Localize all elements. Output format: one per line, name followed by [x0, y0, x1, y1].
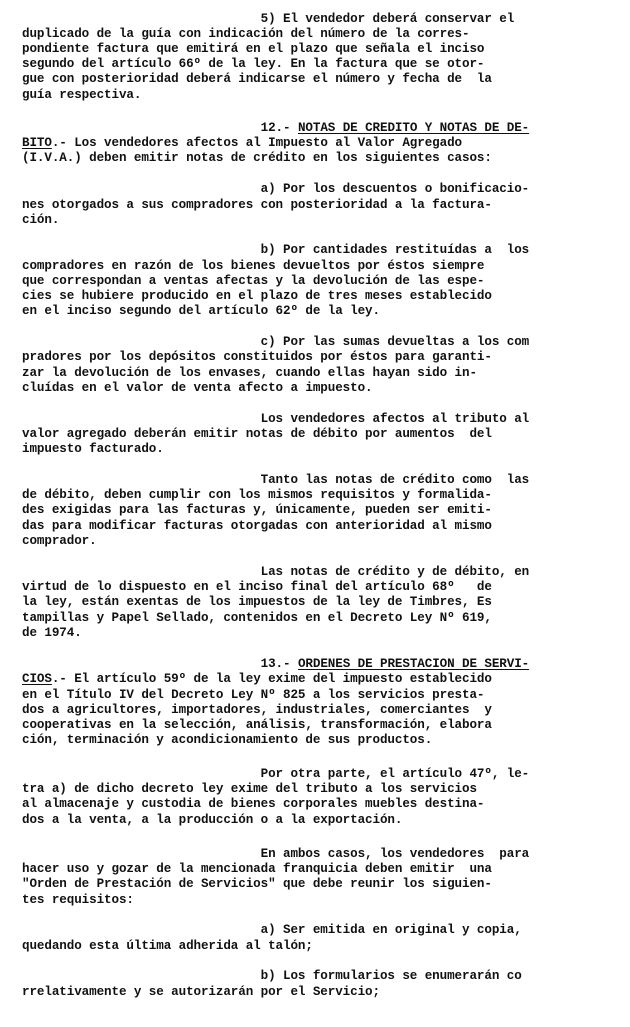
section-12-heading-line	[22, 121, 529, 136]
text-line: ción.	[22, 213, 60, 227]
text-line: Tanto las notas de crédito como las	[22, 473, 530, 487]
text-line: b) Por cantidades restituídas a los	[22, 243, 530, 257]
text-line: duplicado de la guía con indicación del número de la corres-	[22, 27, 470, 41]
text-line: "Orden de Prestación de Servicios" que debe reunir los siguien-	[22, 877, 492, 891]
section-title: CIOS	[22, 672, 52, 686]
text-line: en el Título IV del Decreto Ley Nº 825 a los servicios presta-	[22, 688, 485, 702]
section-title: ORDENES DE PRESTACION DE SERVI-	[297, 657, 530, 671]
text-line: tra a) de dicho decreto ley exime del tributo a los servicios	[22, 782, 477, 796]
text-line: Los vendedores afectos al tributo al	[22, 412, 530, 426]
text-line: pondiente factura que emitirá en el plazo que señala el inciso	[22, 42, 485, 56]
text-line: b) Los formularios se enumerarán co	[22, 969, 522, 983]
text-line: cooperativas en la selección, análisis, transformación, elabora	[22, 718, 492, 732]
text-line: virtud de lo dispuesto en el inciso final del artículo 68º de	[22, 580, 492, 594]
text-line: dos a agricultores, importadores, industriales, comerciantes y	[22, 703, 492, 717]
text-line: des exigidas para las facturas y, únicamente, pueden ser emiti-	[22, 503, 492, 517]
section-13-heading-line	[22, 672, 492, 687]
text-line: tampillas y Papel Sellado, contenidos en el Decreto Ley Nº 619,	[22, 611, 492, 625]
text-line: nes otorgados a sus compradores con posterioridad a la factura-	[22, 198, 492, 212]
text-line: guía respectiva.	[22, 88, 142, 102]
text-line: hacer uso y gozar de la mencionada franquicia deben emitir una	[22, 862, 492, 876]
text-line: En ambos casos, los vendedores para	[22, 847, 530, 861]
text-line: gue con posterioridad deberá indicarse el número y fecha de la	[22, 72, 492, 86]
section-12-heading-line	[22, 136, 462, 151]
text-line: impuesto facturado.	[22, 442, 164, 456]
text-line: que correspondan a ventas afectas y la devolución de las espe-	[22, 274, 485, 288]
text-line: das para modificar facturas otorgadas con anterioridad al mismo	[22, 519, 492, 533]
text-run: .- El artículo 59º de la ley exime del impuesto establecido	[51, 672, 492, 686]
text-line: pradores por los depósitos constituidos por éstos para garanti-	[22, 350, 492, 364]
text-line: tes requisitos:	[22, 893, 134, 907]
text-line: rrelativamente y se autorizarán por el Servicio;	[22, 985, 380, 999]
text-line: comprador.	[22, 534, 97, 548]
section-title: NOTAS DE CREDITO Y NOTAS DE DE-	[297, 121, 530, 135]
text-line: 5) El vendedor deberá conservar el	[22, 12, 515, 26]
text-line: de 1974.	[22, 626, 82, 640]
text-line: segundo del artículo 66º de la ley. En la factura que se otor-	[22, 57, 485, 71]
text-line: compradores en razón de los bienes devueltos por éstos siempre	[22, 259, 485, 273]
text-run: .- Los vendedores afectos al Impuesto al Valor Agregado	[51, 136, 463, 150]
section-13-heading-line	[22, 657, 529, 672]
text-line: c) Por las sumas devueltas a los com	[22, 335, 530, 349]
text-line: de débito, deben cumplir con los mismos requisitos y formalida-	[22, 488, 492, 502]
text-line: al almacenaje y custodia de bienes corporales muebles destina-	[22, 797, 485, 811]
text-line: en el inciso segundo del artículo 62º de la ley.	[22, 304, 380, 318]
text-line: la ley, están exentas de los impuestos de la ley de Timbres, Es	[22, 595, 492, 609]
text-line: (I.V.A.) deben emitir notas de crédito en los siguientes casos:	[22, 151, 492, 165]
section-title: BITO	[22, 136, 52, 150]
text-line: cies se hubiere producido en el plazo de tres meses establecido	[22, 289, 492, 303]
text-line: zar la devolución de los envases, cuando ellas hayan sido in-	[22, 366, 477, 380]
section-number: 13.-	[260, 657, 291, 671]
text-line: dos a la venta, a la producción o a la exportación.	[22, 813, 403, 827]
text-line: Por otra parte, el artículo 47º, le-	[22, 767, 530, 781]
text-line: cluídas en el valor de venta afecto a impuesto.	[22, 381, 373, 395]
text-line: valor agregado deberán emitir notas de débito por aumentos del	[22, 427, 492, 441]
text-line: ción, terminación y acondicionamiento de sus productos.	[22, 733, 433, 747]
text-line: a) Ser emitida en original y copia,	[22, 923, 522, 937]
section-number: 12.-	[260, 121, 291, 135]
text-line: a) Por los descuentos o bonificacio-	[22, 182, 530, 196]
text-line: quedando esta última adherida al talón;	[22, 939, 313, 953]
text-line: Las notas de crédito y de débito, en	[22, 565, 530, 579]
